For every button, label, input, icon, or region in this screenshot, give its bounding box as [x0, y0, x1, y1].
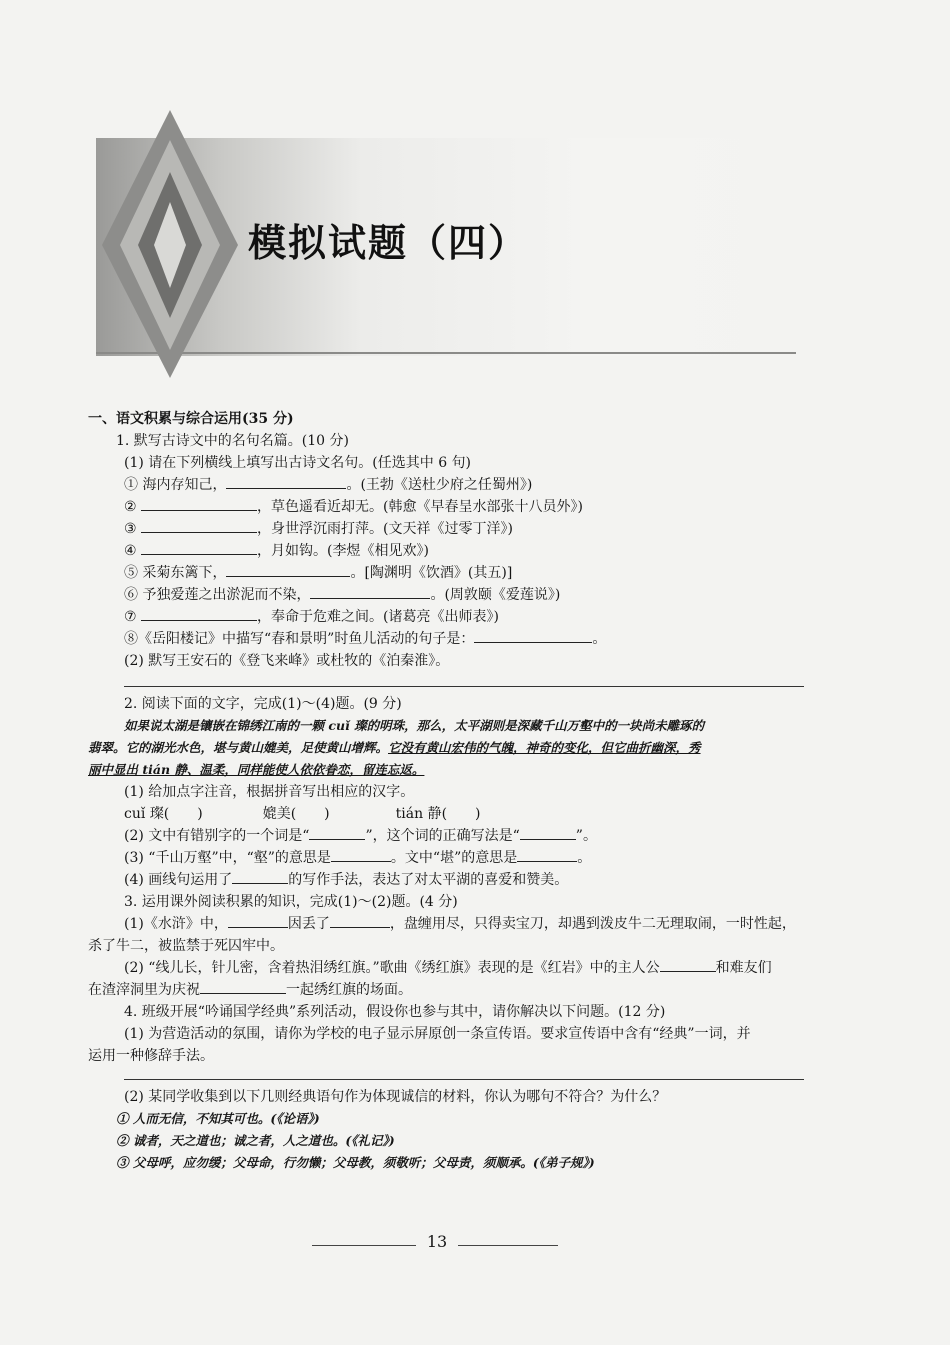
part-text: 和难友们 — [715, 960, 772, 976]
diamond-ornament-icon — [100, 110, 240, 380]
item-text: ，草色遥看近却无。(韩愈《早春呈水部张十八员外》) — [257, 499, 583, 515]
quote-item: ② 诚者，天之道也；诚之者，人之道也。(《礼记》) — [116, 1133, 395, 1148]
answer-line — [124, 686, 804, 687]
question-1-item — [88, 606, 808, 628]
question-1-part-1: (1) 请在下列横线上填写出古诗文名句。(任选其中 6 句) — [124, 455, 472, 471]
question-1-item — [88, 518, 808, 540]
answer-line — [124, 1079, 804, 1080]
answer-blank[interactable] — [228, 913, 288, 928]
question-1-item — [88, 562, 808, 584]
answer-blank[interactable] — [660, 957, 716, 972]
item-text: ⑦ — [124, 609, 142, 625]
item-text: ，身世浮沉雨打萍。(文天祥《过零丁洋》) — [257, 521, 513, 537]
page-number: 13 — [426, 1232, 448, 1251]
answer-blank[interactable] — [517, 847, 577, 862]
answer-blank[interactable] — [520, 825, 576, 840]
question-1-item — [88, 496, 808, 518]
underlined-sentence: 它没有黄山宏伟的气魄，神奇的变化，但它曲折幽深，秀 — [388, 740, 701, 755]
question-1-item — [88, 474, 808, 496]
answer-blank[interactable] — [232, 869, 288, 884]
answer-blank[interactable] — [141, 606, 257, 621]
answer-blank[interactable] — [331, 847, 391, 862]
question-3-part-1-cont: 杀了牛二，被监禁于死囚牢中。 — [88, 938, 284, 954]
item-text: ② — [124, 499, 142, 515]
answer-blank[interactable] — [310, 584, 430, 599]
question-1-part-2: (2) 默写王安石的《登飞来峰》或杜牧的《泊秦淮》。 — [124, 653, 450, 669]
question-3-heading: 3. 运用课外阅读积累的知识，完成(1)～(2)题。(4 分) — [124, 894, 458, 910]
part-text: 一起绣红旗的场面。 — [286, 982, 412, 998]
answer-blank[interactable] — [226, 562, 350, 577]
passage-text: 翡翠。它的湖光水色，堪与黄山媲美，足使黄山增辉。 — [88, 740, 389, 755]
question-4-part-2: (2) 某同学收集到以下几则经典语句作为体现诚信的材料，你认为哪句不符合？为什么？ — [124, 1089, 667, 1105]
question-2-part-1: (1) 给加点字注音，根据拼音写出相应的汉字。 — [124, 784, 415, 800]
question-2-heading: 2. 阅读下面的文字，完成(1)～(4)题。(9 分) — [124, 696, 402, 712]
item-text: ⑤ 采菊东篱下， — [124, 565, 227, 581]
part-text: (4) 画线句运用了 — [124, 872, 233, 888]
question-3-part-2-cont — [88, 979, 808, 1001]
item-text: 。 — [592, 631, 607, 647]
part-text: (1)《水浒》中， — [124, 916, 228, 932]
page-title: 模拟试题（四） — [248, 220, 529, 265]
section-heading: 一、语文积累与综合运用(35 分) — [88, 411, 294, 427]
answer-blank[interactable] — [330, 913, 390, 928]
item-text: ⑥ 予独爱莲之出淤泥而不染， — [124, 587, 311, 603]
pinyin-item: cuǐ 璨( ) — [124, 806, 203, 822]
part-text: ”。 — [575, 828, 597, 844]
part-text: 。 — [577, 850, 592, 866]
part-text: 的写作手法，表达了对太平湖的喜爱和赞美。 — [288, 872, 569, 888]
passage-line: 如果说太湖是镶嵌在锦绣江南的一颗 cuǐ 璨的明珠，那么，太平湖则是深藏千山万壑中的一块尚未雕琢的 — [124, 718, 705, 733]
part-text: (2) 文中有错别字的一个词是“ — [124, 828, 310, 844]
part-text: ，盘缠用尽，只得卖宝刀，却遇到泼皮牛二无理取闹，一时性起， — [389, 916, 796, 932]
answer-blank[interactable] — [141, 496, 257, 511]
question-1-item — [88, 628, 808, 650]
pinyin-item: tián 静( ) — [395, 806, 481, 822]
item-text: ① 海内存知己， — [124, 477, 227, 493]
item-text: ④ — [124, 543, 142, 559]
answer-blank[interactable] — [309, 825, 365, 840]
question-3-part-1 — [88, 913, 808, 935]
answer-blank[interactable] — [226, 474, 346, 489]
question-4-part-1-cont: 运用一种修辞手法。 — [88, 1048, 214, 1064]
question-1-item — [88, 540, 808, 562]
item-text: ⑧《岳阳楼记》中描写“春和景明”时鱼儿活动的句子是： — [124, 631, 475, 647]
part-text: 在渣滓洞里为庆祝 — [88, 982, 200, 998]
exam-content — [88, 408, 808, 1174]
part-text: ”，这个词的正确写法是“ — [365, 828, 520, 844]
answer-blank[interactable] — [200, 979, 286, 994]
item-text: 。(王勃《送杜少府之任蜀州》) — [346, 477, 533, 493]
question-4-part-1: (1) 为营造活动的氛围，请你为学校的电子显示屏原创一条宣传语。要求宣传语中含有“经典”一词，并 — [124, 1026, 751, 1042]
question-2-part-3 — [88, 847, 808, 869]
item-text: 。(周敦颐《爱莲说》) — [430, 587, 561, 603]
item-text: ，奉命于危难之间。(诸葛亮《出师表》) — [257, 609, 499, 625]
quote-item: ① 人而无信，不知其可也。(《论语》) — [116, 1111, 320, 1126]
part-text: 因丢了 — [287, 916, 330, 932]
question-1-heading: 1. 默写古诗文中的名句名篇。(10 分) — [116, 433, 349, 449]
item-text: 。[陶渊明《饮酒》(其五)] — [350, 565, 513, 581]
pinyin-row — [88, 803, 808, 825]
quote-item: ③ 父母呼，应勿缓；父母命，行勿懒；父母教，须敬听；父母责，须顺承。(《弟子规》) — [116, 1155, 595, 1170]
answer-blank[interactable] — [141, 518, 257, 533]
answer-blank[interactable] — [474, 628, 592, 643]
underlined-sentence: 丽中显出 tián 静、温柔，同样能使人依依眷恋，留连忘返。 — [88, 762, 425, 777]
part-text: (2) “线儿长，针儿密，含着热泪绣红旗。”歌曲《绣红旗》表现的是《红岩》中的主人公 — [124, 960, 660, 976]
answer-blank[interactable] — [141, 540, 257, 555]
question-1-item — [88, 584, 808, 606]
item-text: ，月如钩。(李煜《相见欢》) — [257, 543, 429, 559]
question-4-heading: 4. 班级开展“吟诵国学经典”系列活动，假设你也参与其中，请你解决以下问题。(12 分) — [124, 1004, 666, 1020]
item-text: ③ — [124, 521, 142, 537]
pinyin-item: 媲美( ) — [262, 806, 330, 822]
part-text: 。文中“堪”的意思是 — [390, 850, 518, 866]
question-2-part-2 — [88, 825, 808, 847]
passage-line — [88, 737, 808, 759]
question-3-part-2 — [88, 957, 808, 979]
question-2-part-4 — [88, 869, 808, 891]
part-text: (3) “千山万壑”中，“壑”的意思是 — [124, 850, 331, 866]
